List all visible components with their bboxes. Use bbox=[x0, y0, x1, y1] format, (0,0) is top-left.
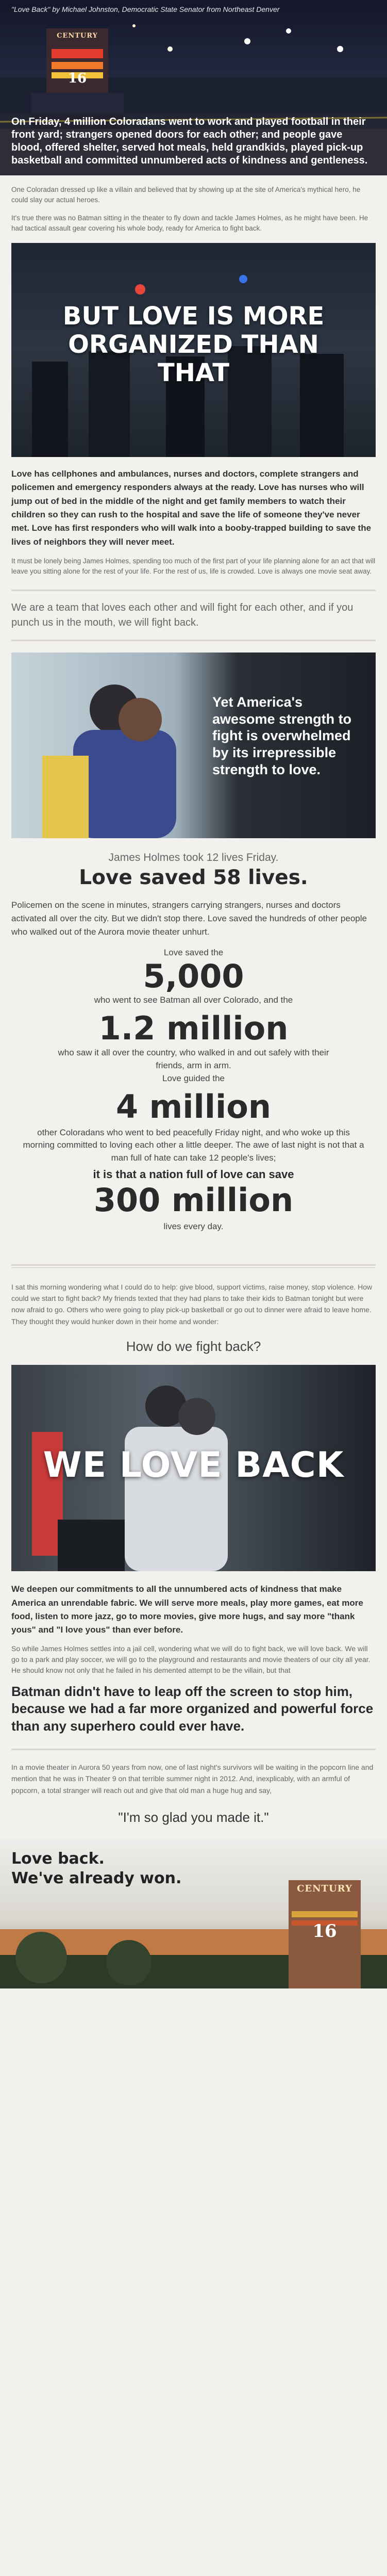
photo-overlay-love-back: WE LOVE BACK bbox=[43, 1445, 344, 1486]
hero-caption: On Friday, 4 million Coloradans went to work and played football in their front yard; strangers opened doors for each other; and people gave blood, offered shelter, served hot meals, held grandkids, played pick-up basketball and committed unnumbered acts of kindness and gentleness. bbox=[11, 116, 368, 166]
lonely-paragraph: It must be lonely being James Holmes, spending too much of the first part of your life planning alone for an act that will leave you sitting alone for the rest of your life. For the rest of us, life is crowded. Love is always one movie seat away. bbox=[11, 557, 376, 576]
stats-paragraph: Policemen on the scene in minutes, strangers carrying strangers, nurses and doctors activated all over the city. But we didn't stop there. Love saved the hundreds of other people who walked out of the Aurora movie theater unhurt. bbox=[11, 900, 367, 937]
intro-section bbox=[0, 175, 387, 234]
stats-section bbox=[0, 838, 387, 1233]
footer-line-1: Love back. bbox=[11, 1850, 105, 1868]
closing-quote: "I'm so glad you made it." bbox=[118, 1809, 269, 1825]
stat-lead: Love saved the bbox=[163, 947, 224, 957]
hero-section bbox=[0, 0, 387, 175]
person-head bbox=[119, 698, 162, 741]
stat-number-5000: 5,000 bbox=[143, 957, 244, 996]
divider bbox=[11, 1264, 376, 1266]
footer-sign-number: 16 bbox=[312, 1921, 337, 1942]
background-figure bbox=[42, 756, 89, 838]
photo-police-night bbox=[11, 243, 376, 457]
stat-number-4-million: 4 million bbox=[115, 1088, 272, 1126]
marquee-top: CENTURY bbox=[57, 32, 98, 40]
stat-lead: who saw it all over the country, who walked in and out safely with their friends, arm in arm. bbox=[58, 1048, 329, 1070]
team-section bbox=[0, 591, 387, 640]
team-statement: We are a team that loves each other and will fight for each other, and if you punch us in the mouth, we will fight back. bbox=[11, 601, 354, 628]
intro-paragraph: One Coloradan dressed up like a villain and believed that by showing up at the site of America's mythical hero, he could slay our actual heroes. bbox=[11, 186, 361, 204]
future-paragraph: In a movie theater in Aurora 50 years from now, one of last night's survivors will be waiting in the popcorn line and mention that he was in Theater 9 on that terrible summer night in 2012. And, inexplicably, with an armful of popcorn, a total stranger will reach out and give that old man a huge hug and say, bbox=[11, 1763, 374, 1795]
foreground-figure bbox=[58, 1520, 125, 1571]
fight-back-question: How do we fight back? bbox=[126, 1339, 261, 1355]
footer-line-2: We've already won. bbox=[11, 1869, 182, 1887]
wonder-paragraph: I sat this morning wondering what I could do to help: give blood, support victims, raise money, stop violence. How could we start to fight back? My friends texted that they had plans to take their kids to Batman tonight but were now afraid to go. Others who were going to play pick-up basketball or go out to dinner were afraid to leave home. They thought they would hunker down in their home and wonder: bbox=[11, 1282, 373, 1326]
tree bbox=[15, 1932, 67, 1983]
street-light bbox=[167, 46, 173, 52]
divider bbox=[11, 640, 376, 641]
stat-lead: other Coloradans who went to bed peacefully Friday night, and who woke up this morning committed to loving each other a little deeper. The awe of last night is not that a man full of hate can take 12 people's lives; bbox=[23, 1127, 364, 1163]
love-has-section bbox=[0, 457, 387, 577]
footer-section bbox=[0, 1839, 387, 1988]
footer-slogan bbox=[11, 1849, 181, 1888]
marquee-number: 16 bbox=[68, 71, 87, 86]
byline: "Love Back" by Michael Johnston, Democratic State Senator from Northeast Denver bbox=[11, 5, 280, 13]
marquee-sign bbox=[53, 32, 102, 86]
street-light bbox=[337, 46, 343, 52]
street-light bbox=[286, 28, 291, 34]
photo-overlay-headline: BUT LOVE IS MORE ORGANIZED THAN THAT bbox=[62, 302, 325, 388]
future-section bbox=[0, 1750, 387, 1825]
footer-sign bbox=[289, 1883, 361, 1942]
nation-of-love-line: it is that a nation full of love can save bbox=[93, 1167, 294, 1181]
lives-taken: James Holmes took 12 lives Friday. bbox=[108, 851, 279, 863]
street-light bbox=[244, 38, 250, 44]
tree bbox=[106, 1940, 152, 1985]
person-head bbox=[178, 1398, 215, 1435]
love-has-paragraph: Love has cellphones and ambulances, nurses and doctors, complete strangers and policemen and emergency responders always at the ready. Love has nurses who will jump out of bed in the middle of the night and get family members to watch their children so they can rush to the hospital and save the life of someone they've never met. Love has first responders who will walk into a booby-trapped building to save the lives of neighbors they will never meet. bbox=[11, 469, 372, 547]
deepen-section bbox=[0, 1571, 387, 1735]
street-light bbox=[132, 24, 136, 27]
stat-lead: who went to see Batman all over Colorado, and the bbox=[94, 995, 293, 1005]
siren-light bbox=[239, 275, 247, 283]
intro-paragraph: It's true there was no Batman sitting in the theater to fly down and tackle James Holmes, as he might have been. He had tactical assault gear covering his whole body, ready for America to fight back. bbox=[11, 214, 368, 232]
wonder-section bbox=[0, 1268, 387, 1355]
batman-statement: Batman didn't have to leap off the screen to stop him, because we had a far more organized and powerful force than any superhero could ever have. bbox=[11, 1683, 374, 1734]
deepen-paragraph: We deepen our commitments to all the unnumbered acts of kindness that make America an unrendable fabric. We will serve more meals, play more games, eat more food, listen to more jazz, go to more movies, give more hugs, and say more "thank yous" and "I love yous" than ever before. bbox=[11, 1584, 363, 1635]
jail-cell-paragraph: So while James Holmes settles into a jail cell, wondering what we will do to fight back, we will love back. We will go to a park and play soccer, we will go to the playground and restaurants and movie theaters of our city all year. He should know not only that he failed in his demented attempt to be the villain, but that bbox=[11, 1644, 371, 1674]
siren-light bbox=[135, 284, 145, 295]
lives-saved-headline: Love saved 58 lives. bbox=[79, 866, 308, 889]
stat-number-300-million: 300 million bbox=[93, 1181, 294, 1219]
stat-lead: lives every day. bbox=[163, 1221, 224, 1231]
photo-hug bbox=[11, 1365, 376, 1571]
stat-lead: Love guided the bbox=[162, 1073, 225, 1083]
stat-number-1-2-million: 1.2 million bbox=[98, 1009, 289, 1048]
photo-embrace bbox=[11, 653, 376, 838]
photo-overlay-strength: Yet America's awesome strength to fight is overwhelmed by its irrepressible strength to love. bbox=[212, 694, 352, 778]
footer-sign-top: CENTURY bbox=[297, 1883, 352, 1895]
